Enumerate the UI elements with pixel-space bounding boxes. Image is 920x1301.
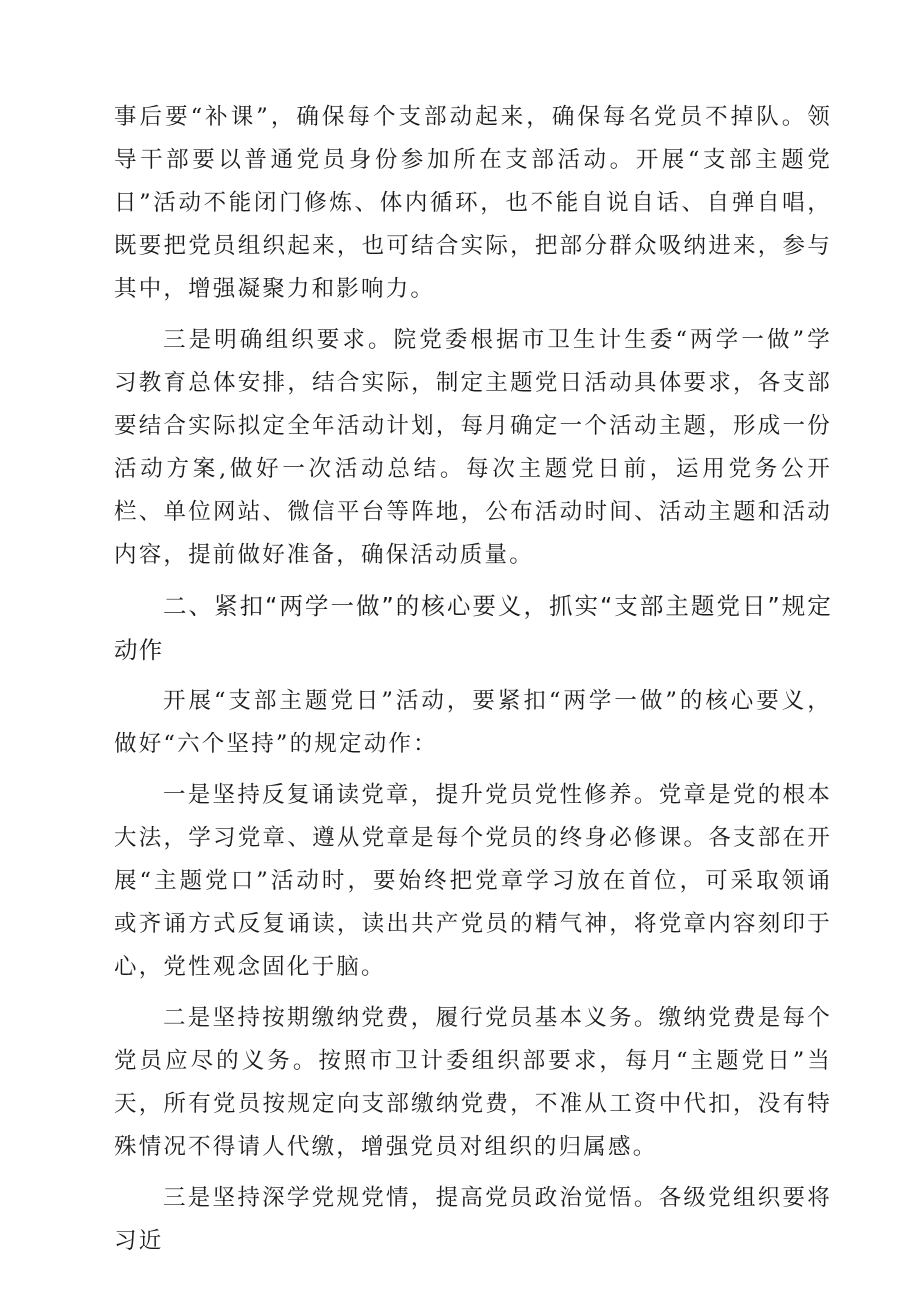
paragraph-intro: 开展“支部主题党日”活动，要紧扣“两学一做”的核心要义，做好“六个坚持”的规定动作： xyxy=(114,688,832,757)
section-heading-two: 二、紧扣“两学一做”的核心要义，抓实“支部主题党日”规定动作 xyxy=(114,592,832,664)
paragraph-point-two: 二是坚持按期缴纳党费，履行党员基本义务。缴纳党费是每个党员应尽的义务。按照市卫计委组织部要求，每月“主题党日”当天，所有党员按规定向支部缴纳党费，不准从工资中代扣，没有特殊情况不得请人代缴，增强党员对组织的归属感。 xyxy=(114,1005,832,1160)
document-body xyxy=(114,96,832,1263)
paragraph-requirements: 三是明确组织要求。院党委根据市卫生计生委“两学一做”学习教育总体安排，结合实际，制定主题党日活动具体要求，各支部要结合实际拟定全年活动计划，每月确定一个活动主题，形成一份活动方案,做好一次活动总结。每次主题党日前，运用党务公开栏、单位网站、微信平台等阵地，公布活动时间、活动主题和活动内容，提前做好准备，确保活动质量。 xyxy=(114,327,832,568)
paragraph-point-three: 三是坚持深学党规党情，提高党员政治觉悟。各级党组织要将习近 xyxy=(114,1185,832,1254)
paragraph-continued: 事后要“补课”，确保每个支部动起来，确保每名党员不掉队。领导干部要以普通党员身份参加所在支部活动。开展“支部主题党日”活动不能闭门修炼、体内循环，也不能自说自话、自弹自唱，既要把党员组织起来，也可结合实际，把部分群众吸纳进来，参与其中，增强凝聚力和影响力。 xyxy=(114,104,832,302)
paragraph-point-one: 一是坚持反复诵读党章，提升党员党性修养。党章是党的根本大法，学习党章、遵从党章是每个党员的终身必修课。各支部在开展“主题党口”活动时，要始终把党章学习放在首位，可采取领诵或齐诵方式反复诵读，读出共产党员的精气神，将党章内容刻印于心，党性观念固化于脑。 xyxy=(114,782,832,980)
